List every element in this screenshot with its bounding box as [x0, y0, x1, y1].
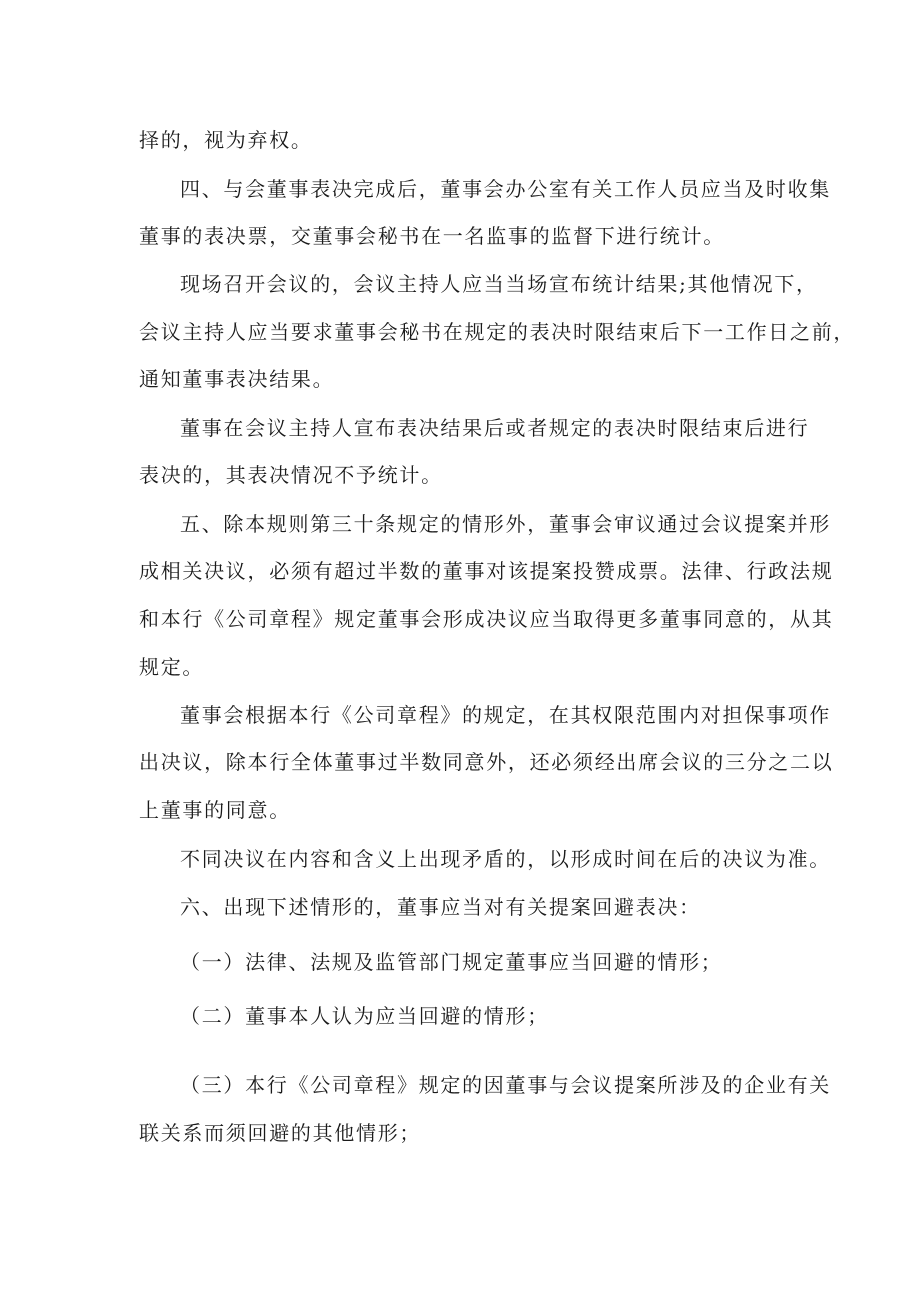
text-line: 规定。 [139, 655, 205, 679]
text-line: 董事的表决票，交董事会秘书在一名监事的监督下进行统计。 [139, 224, 725, 248]
text-line: 四、与会董事表决完成后，董事会办公室有关工作人员应当及时收集 [180, 177, 831, 201]
text-line: 联关系而须回避的其他情形； [139, 1121, 422, 1145]
text-line: 通知董事表决结果。 [139, 367, 335, 391]
text-line: 成相关决议，必须有超过半数的董事对该提案投赞成票。法律、行政法规 [139, 559, 834, 583]
text-line: （三）本行《公司章程》规定的因董事与会议提案所涉及的企业有关 [180, 1073, 831, 1097]
text-line: 上董事的同意。 [139, 798, 291, 822]
text-line: 董事会根据本行《公司章程》的规定，在其权限范围内对担保事项作 [180, 703, 831, 727]
text-line: 出决议，除本行全体董事过半数同意外，还必须经出席会议的三分之二以 [139, 750, 834, 774]
text-line: 表决的，其表决情况不予统计。 [139, 463, 443, 487]
text-line: 现场召开会议的，会议主持人应当当场宣布统计结果;其他情况下， [180, 272, 818, 296]
text-line: （二）董事本人认为应当回避的情形； [180, 1004, 549, 1028]
text-line: 五、除本规则第三十条规定的情形外，董事会审议通过会议提案并形 [180, 512, 831, 536]
text-line: 和本行《公司章程》规定董事会形成决议应当取得更多董事同意的，从其 [139, 607, 834, 631]
text-line: 六、出现下述情形的，董事应当对有关提案回避表决： [180, 895, 701, 919]
text-line: 不同决议在内容和含义上出现矛盾的，以形成时间在后的决议为准。 [180, 847, 831, 871]
text-line: 择的，视为弃权。 [139, 128, 313, 152]
text-line: 董事在会议主持人宣布表决结果后或者规定的表决时限结束后进行 [180, 416, 810, 440]
text-line: 会议主持人应当要求董事会秘书在规定的表决时限结束后下一工作日之前， [139, 320, 856, 344]
text-line: （一）法律、法规及监管部门规定董事应当回避的情形； [180, 950, 723, 974]
